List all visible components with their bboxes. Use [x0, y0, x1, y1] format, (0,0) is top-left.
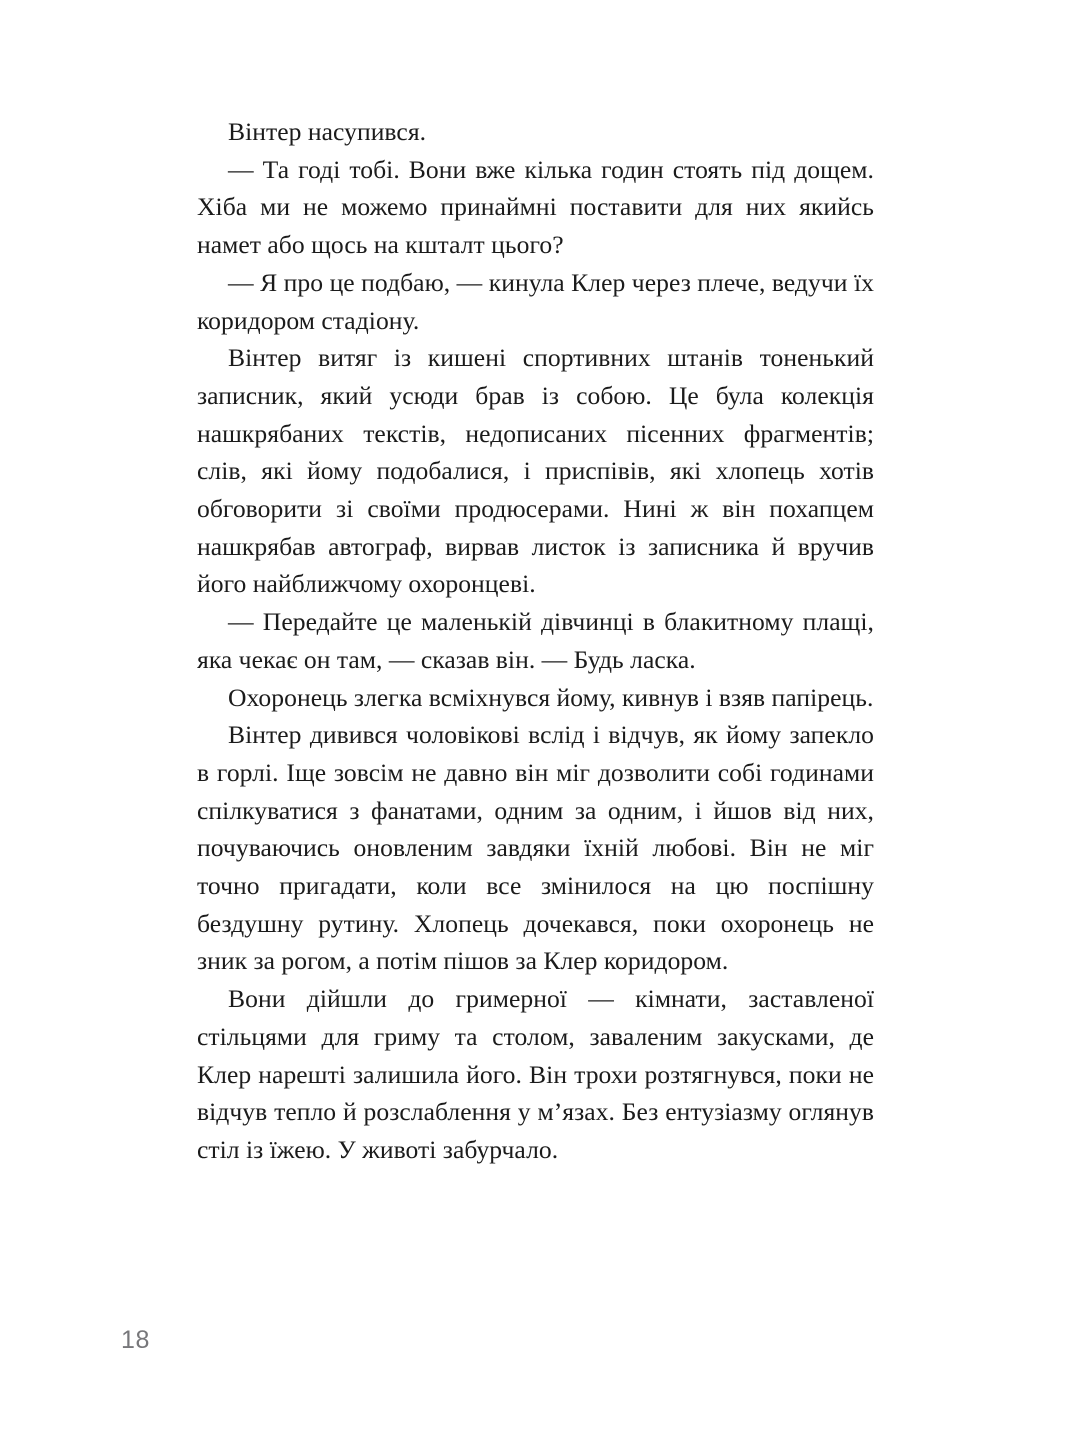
- paragraph: — Передайте це маленькій дівчинці в блакитному плащі, яка чекає он там, — сказав він. — Будь ласка.: [197, 607, 874, 674]
- paragraph: Вінтер насупився.: [228, 117, 427, 146]
- paragraph: Вони дійшли до гримерної — кімнати, заставленої стільцями для гриму та столом, заваленим закусками, де Клер нарешті залишила його. Він трохи розтягнувся, поки не відчув тепло й розслаблення у м’язах. Без ентузіазму оглянув стіл із їжею. У животі забурчало.: [197, 984, 874, 1164]
- paragraph: — Та годі тобі. Вони вже кілька годин стоять під дощем. Хіба ми не можемо принаймні поставити для них якийсь намет або щось на кшталт цього?: [197, 154, 874, 260]
- paragraph: — Я про це подбаю, — кинула Клер через плече, ведучи їх коридором стадіону.: [197, 267, 874, 335]
- paragraph: Вінтер витяг із кишені спортивних штанів тоненький записник, який усюди брав із собою. Це була колекція нашкрябаних текстів, недописаних пісенних фрагментів; слів, які йому подобалися, і приспівів, які хлопець хотів обговорити зі своїми продюсерами. Нині ж він похапцем нашкрябав автограф, вирвав листок із записника й вручив його найближчому охоронцеві.: [197, 343, 874, 599]
- page-number: 18: [121, 1326, 151, 1354]
- paragraph: Охоронець злегка всміхнувся йому, кивнув і взяв папірець.: [228, 682, 874, 712]
- paragraph: Вінтер дивився чоловікові вслід і відчув, як йому запекло в горлі. Іще зовсім не давно він міг дозволити собі годинами спілкуватися з фанатами, одним за одним, і йшов від них, почуваючись оновленим завдяки їхній любові. Він не міг точно пригадати, коли все змінилося на цю поспішну бездушну рутину. Хлопець дочекався, поки охоронець не зник за рогом, а потім пішов за Клер коридором.: [197, 720, 874, 976]
- body-text-block: [197, 113, 874, 1169]
